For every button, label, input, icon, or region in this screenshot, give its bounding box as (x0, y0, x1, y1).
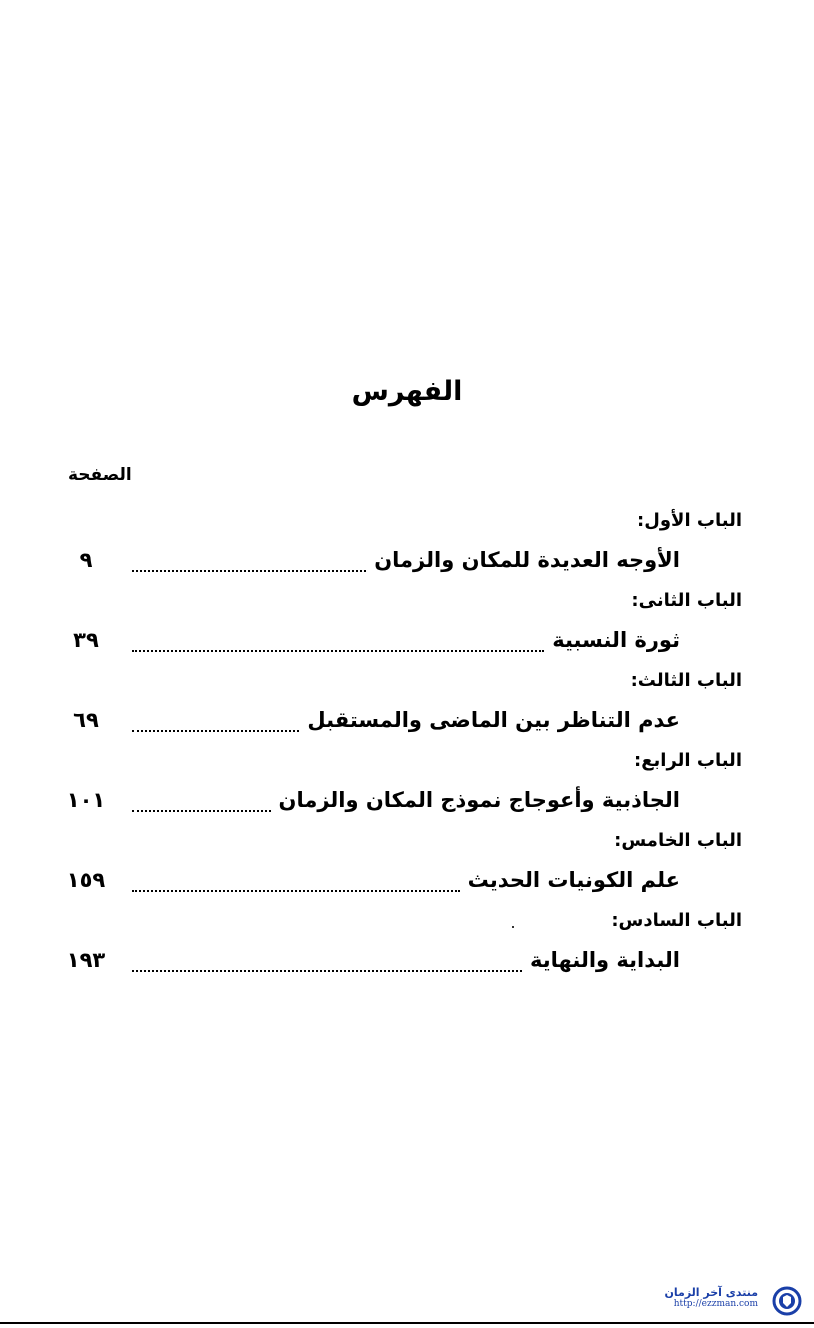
toc-chapter-5 (66, 830, 742, 910)
dot-leader (132, 708, 299, 732)
entry-page-number: ٦٩ (73, 708, 99, 732)
entry-title: الجاذبية وأعوجاج نموذج المكان والزمان (278, 788, 680, 812)
entry-page-number: ١٠١ (66, 788, 106, 812)
stray-mark (512, 926, 514, 928)
toc-chapter-2 (66, 590, 742, 670)
chapter-label: الباب الرابع: (634, 750, 742, 771)
dot-leader (132, 628, 544, 652)
watermark-url: http://ezzman.com (673, 1299, 758, 1309)
entry-page-number: ٩ (79, 548, 93, 572)
chapter-label: الباب الثالث: (630, 670, 742, 691)
chapter-label: الباب السادس: (611, 910, 742, 931)
shield-logo-icon (772, 1286, 802, 1316)
chapter-label: الباب الخامس: (614, 830, 742, 851)
page-column-header: الصفحة (68, 465, 132, 485)
entry-title: ثورة النسبية (552, 628, 680, 652)
chapter-label: الباب الأول: (637, 510, 742, 531)
dot-leader (132, 868, 460, 892)
toc-entry (66, 622, 742, 658)
entry-page-number: ١٩٣ (66, 948, 106, 972)
dot-leader (132, 548, 366, 572)
dot-leader (132, 788, 271, 812)
toc-chapter-6 (66, 910, 742, 990)
entry-page-number: ٣٩ (73, 628, 99, 652)
watermark-logo (632, 1284, 808, 1320)
bottom-rule (0, 1322, 814, 1324)
toc-chapter-3 (66, 670, 742, 750)
chapter-label: الباب الثانى: (631, 590, 742, 611)
entry-page-number: ١٥٩ (66, 868, 106, 892)
toc-entry (66, 702, 742, 738)
toc-entry (66, 542, 742, 578)
toc-entry (66, 942, 742, 978)
toc-entry (66, 782, 742, 818)
watermark-text (665, 1286, 759, 1309)
table-of-contents (66, 510, 742, 990)
entry-title: عدم التناظر بين الماضى والمستقبل (307, 708, 680, 732)
toc-entry (66, 862, 742, 898)
toc-chapter-4 (66, 750, 742, 830)
watermark-name: منتدى آخر الزمان (664, 1286, 758, 1299)
toc-chapter-1 (66, 510, 742, 590)
page-title: الفهرس (351, 376, 463, 407)
entry-title: الأوجه العديدة للمكان والزمان (374, 548, 680, 572)
entry-title: علم الكونيات الحديث (467, 868, 680, 892)
entry-title: البداية والنهاية (530, 948, 680, 972)
dot-leader (132, 948, 522, 972)
